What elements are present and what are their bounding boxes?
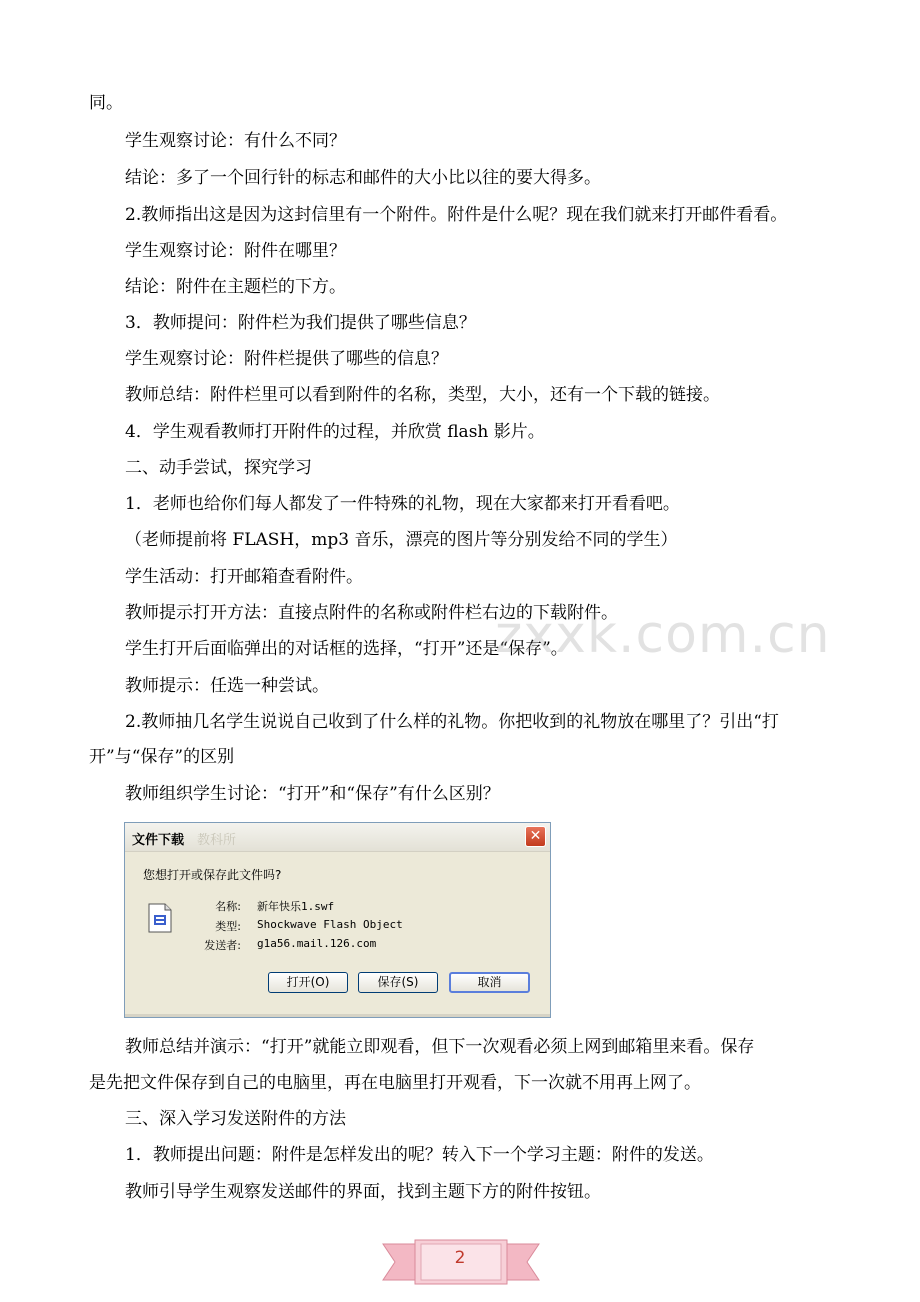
sender-value: g1a56.mail.126.com (257, 937, 377, 950)
flash-file-icon (147, 903, 173, 933)
text-line: 学生观察讨论：有什么不同？ (125, 131, 346, 151)
text-line: 教师提示：任选一种尝试。 (125, 676, 329, 696)
text-line: 2.教师抽几名学生说说自己收到了什么样的礼物。你把收到的礼物放在哪里了？引出“打 (125, 712, 779, 732)
section-heading: 三、深入学习发送附件的方法 (125, 1109, 346, 1129)
text-line: 教师提示打开方法：直接点附件的名称或附件栏右边的下载附件。 (125, 603, 618, 623)
text-line: 同。 (89, 93, 123, 113)
type-value: Shockwave Flash Object (257, 918, 403, 931)
text-line: 学生观察讨论：附件栏提供了哪些的信息？ (125, 349, 448, 369)
text-line: 学生打开后面临弹出的对话框的选择，“打开”还是“保存”。 (125, 639, 568, 659)
save-button[interactable]: 保存(S) (358, 972, 438, 993)
text-line: 教师总结：附件栏里可以看到附件的名称，类型，大小，还有一个下载的链接。 (125, 385, 720, 405)
name-label: 名称: (215, 900, 241, 913)
dialog-title-ghost-text: 教科所 (197, 833, 237, 848)
dialog-question: 您想打开或保存此文件吗? (143, 868, 282, 882)
text-line: 结论：多了一个回行针的标志和邮件的大小比以往的要大得多。 (125, 168, 601, 188)
watermark: zxxk.com.cn (495, 605, 831, 665)
close-icon[interactable]: ✕ (525, 826, 546, 847)
dialog-bottom-edge (125, 1014, 550, 1017)
type-label: 类型: (215, 920, 241, 933)
text-line: 1．老师也给你们每人都发了一件特殊的礼物，现在大家都来打开看看吧。 (125, 494, 680, 514)
text-line: 1．教师提出问题：附件是怎样发出的呢？转入下一个学习主题：附件的发送。 (125, 1145, 714, 1165)
text-line: 教师引导学生观察发送邮件的界面，找到主题下方的附件按钮。 (125, 1182, 601, 1202)
sender-label: 发送者: (204, 939, 241, 952)
text-line: 3．教师提问：附件栏为我们提供了哪些信息？ (125, 313, 476, 333)
page-number: 2 (454, 1248, 466, 1268)
text-line: 学生观察讨论：附件在哪里？ (125, 241, 346, 261)
text-line: 教师总结并演示：“打开”就能立即观看，但下一次观看必须上网到邮箱里来看。保存 (125, 1037, 755, 1057)
section-heading: 二、动手尝试，探究学习 (125, 458, 312, 478)
text-line: 结论：附件在主题栏的下方。 (125, 277, 346, 297)
dialog-titlebar (125, 823, 550, 852)
text-line: 4．学生观看教师打开附件的过程，并欣赏 flash 影片。 (125, 422, 545, 442)
text-line: 开”与“保存”的区别 (89, 747, 235, 767)
open-button[interactable]: 打开(O) (268, 972, 348, 993)
text-line: 教师组织学生讨论：“打开”和“保存”有什么区别？ (125, 784, 500, 804)
name-value: 新年快乐1.swf (257, 900, 335, 913)
text-line: （老师提前将 FLASH，mp3 音乐，漂亮的图片等分别发给不同的学生） (125, 530, 678, 550)
cancel-button[interactable]: 取消 (449, 972, 530, 993)
dialog-title: 文件下载 (132, 833, 185, 848)
text-line: 是先把文件保存到自己的电脑里，再在电脑里打开观看，下一次就不用再上网了。 (89, 1073, 701, 1093)
text-line: 2.教师指出这是因为这封信里有一个附件。附件是什么呢？现在我们就来打开邮件看看。 (125, 205, 788, 225)
file-download-dialog (124, 822, 551, 1018)
text-line: 学生活动：打开邮箱查看附件。 (125, 567, 363, 587)
